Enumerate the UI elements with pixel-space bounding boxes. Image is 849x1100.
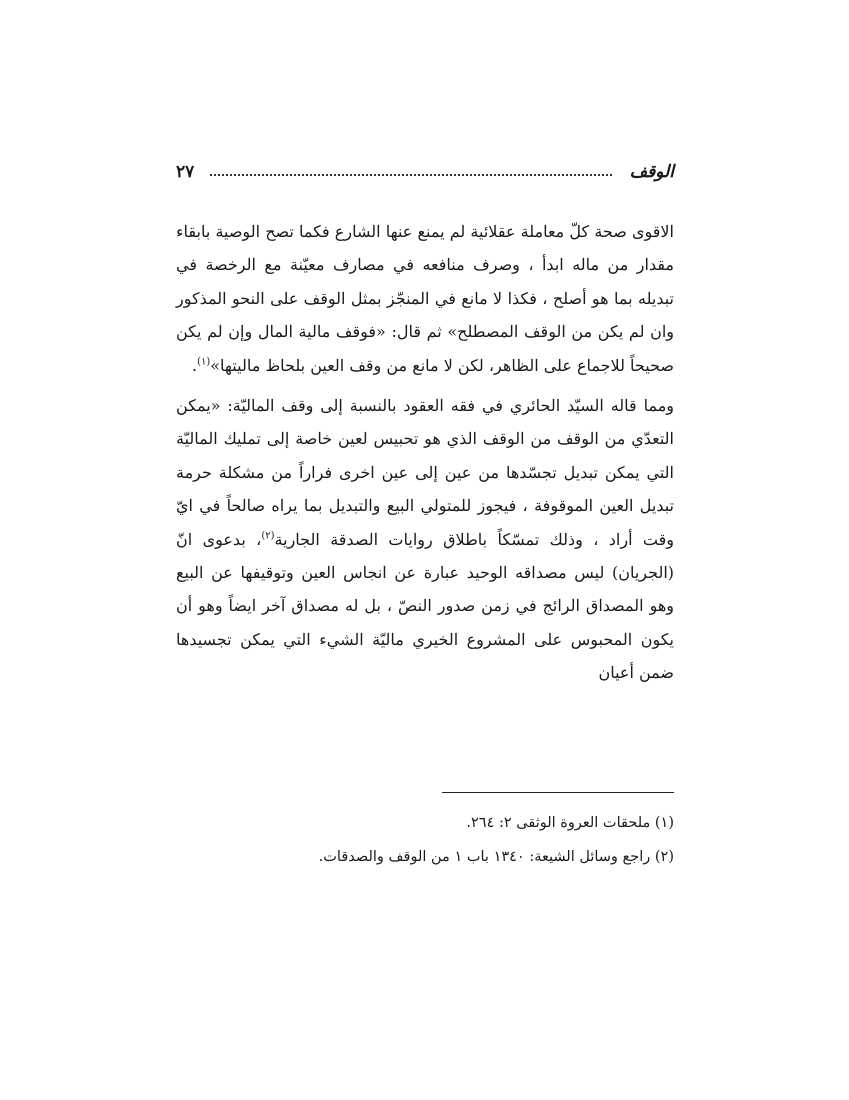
header-dotted-leader: [210, 174, 612, 176]
page-header: [176, 158, 674, 186]
paragraph-2-text-before: ومما قاله السيّد الحائري في فقه العقود بالنسبة إلى وقف الماليّة: «يمكن التعدّي من الوقف من الوقف الذي هو تحبيس لعين خاصة إلى تمليك الماليّة التي يمكن تبديل تجسّدها من عين إلى عين اخرى فراراً من مشكلة حرمة تبديل العين الموقوفة ، فيجوز للمتولي البيع والتبديل بما يراه صالحاً في ايّ وقت أراد ، وذلك تمسّكاً باطلاق روايات الصدقة الجارية: [176, 396, 674, 549]
footnote-1: (١) ملحقات العروة الوثقى ٢: ٢٦٤.: [466, 815, 674, 831]
paragraph-1-text: الاقوى صحة كلّ معاملة عقلائية لم يمنع عنها الشارع فكما تصح الوصية بابقاء مقدار من ماله ابدأ ، وصرف منافعه في مصارف معيّنة مع الرخصة في تبديله بما هو أصلح ، فكذا لا مانع في المنجّز بمثل الوقف على النحو المذكور وان لم يكن من الوقف المصطلح» ثم قال: «فوقف مالية المال وإن لم يكن صحيحاً للاجماع على الظاهر، لكن لا مانع من وقف العين بلحاظ ماليتها»: [176, 222, 675, 375]
footnote-ref-1: (١): [197, 356, 211, 368]
body-text: [176, 215, 674, 690]
footnote-separator: [442, 792, 674, 793]
footnote-2: (٢) راجع وسائل الشيعة: ١٣٤٠ باب ١ من الوقف والصدقات.: [318, 849, 674, 865]
footnotes: [176, 806, 674, 874]
paragraph-2-text-after: ، بدعوى انّ (الجريان) ليس مصداقه الوحيد عبارة عن انجاس العين وتوقيفها عن البيع وهو المصداق الرائج في زمن صدور النصّ ، بل له مصداق آخر ايضاً وهو أن يكون المحبوس على المشروع الخيري ماليّة الشيء التي يمكن تجسيدها ضمن أعيان: [176, 529, 674, 683]
page-number: ٢٧: [176, 162, 195, 182]
paragraph-1: [176, 215, 674, 382]
footnote-ref-2: (٢): [261, 530, 275, 542]
running-title: الوقف: [629, 162, 674, 182]
paragraph-2: [176, 389, 674, 690]
paragraph-1-tail: .: [191, 355, 198, 375]
